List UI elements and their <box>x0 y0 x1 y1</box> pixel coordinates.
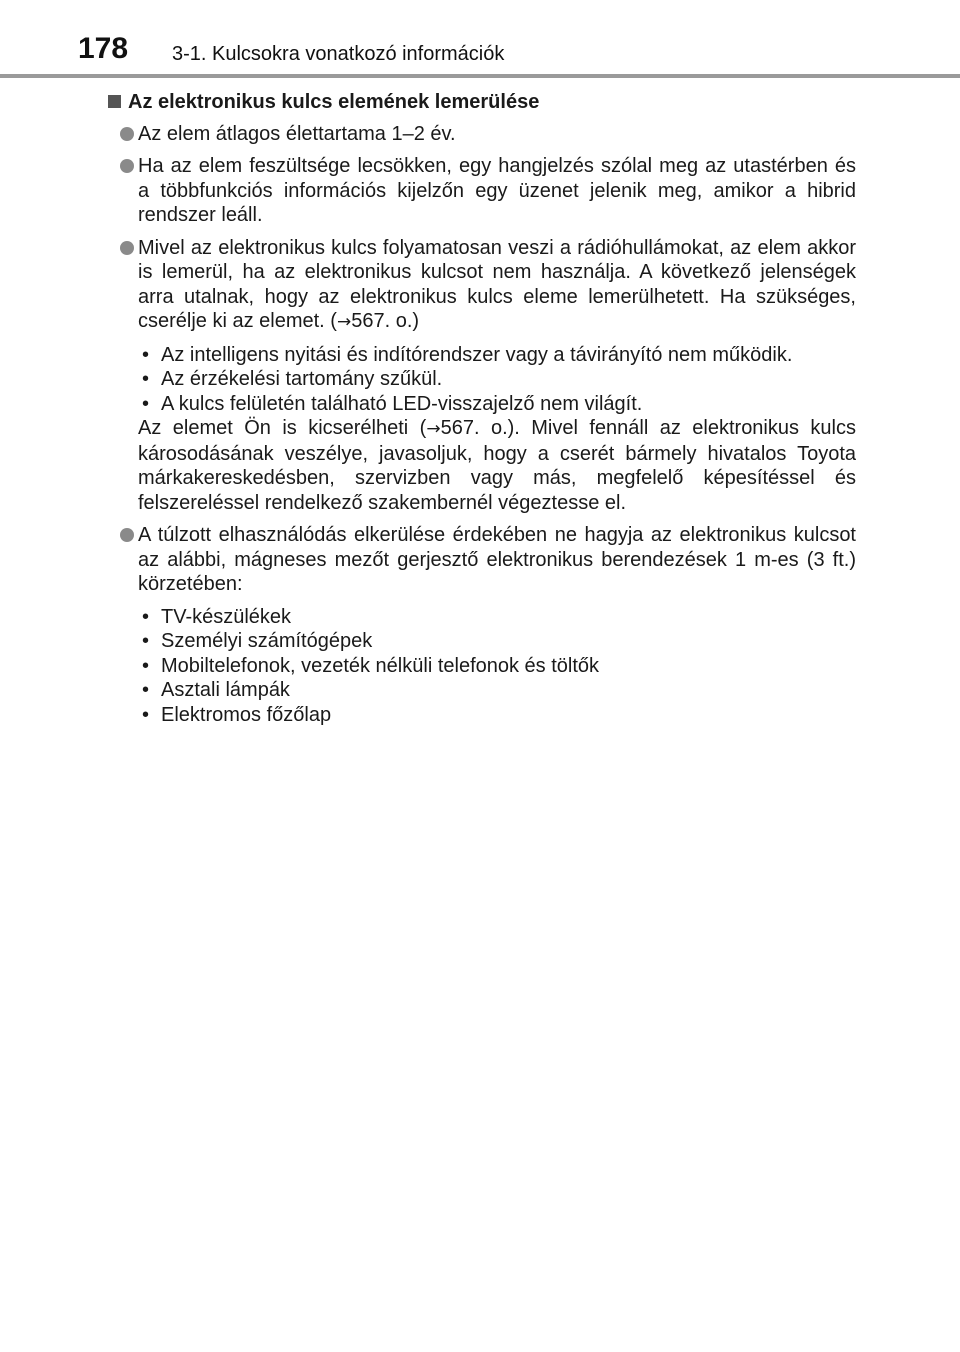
bullet-icon: • <box>142 703 150 726</box>
circle-bullet-icon <box>120 127 134 141</box>
bullet-icon: • <box>142 605 150 628</box>
symptom-list <box>108 343 856 417</box>
note-text: Az elemet Ön is kicserélheti ( <box>138 417 427 439</box>
bullet-icon: • <box>142 368 150 390</box>
list-item: • Az intelligens nyitási és indítórendszer vagy a távirányító nem működik. <box>142 343 793 366</box>
main-content <box>108 90 856 735</box>
replacement-note <box>108 416 856 515</box>
bullet-icon: • <box>142 630 150 652</box>
paragraph-text: Ha az elem feszültsége lecsökken, egy hangjelzés szólal meg az utastérben és a többfunkciós információs kijelzőn egy üzenet jelenik meg, amikor a hibrid rendszer leáll. <box>138 155 856 226</box>
note-text-continued: 567. o.). Mivel fennáll az elektronikus kulcs károsodásának veszélye, javasoljuk, hogy a cserét bármely hivatalos Toyota márkakereskedésben, szervizben vagy más, megfelelő képesítéssel és felszereléssel rendelkező szakembernél végeztesse el. <box>138 417 856 514</box>
list-item: • TV-készülékek <box>142 605 292 628</box>
paragraph-text: Mivel az elektronikus kulcs folyamatosan veszi a rádióhullámokat, az elem akkor is lemerül, ha az elektronikus kulcsot nem használja. A következő jelenségek arra utalnak, hogy az elektronikus kulcs eleme lemerülhetett. Ha szükséges, cserélje ki az elemet. ( <box>138 236 856 332</box>
list-item: • Elektromos főzőlap <box>142 703 332 726</box>
page-header <box>0 0 960 78</box>
list-item: • Asztali lámpák <box>142 679 290 701</box>
list-item: • A kulcs felületén található LED-visszajelző nem világít. <box>142 392 643 415</box>
section-title: 3-1. Kulcsokra vonatkozó információk <box>172 43 505 65</box>
circle-bullet-icon <box>120 528 134 542</box>
list-item: • Mobiltelefonok, vezeték nélküli telefonok és töltők <box>142 654 600 677</box>
paragraph-battery-life <box>108 122 856 147</box>
paragraph-battery-drain <box>108 236 856 335</box>
header-divider <box>0 74 960 78</box>
section-heading-text: Az elektronikus kulcs elemének lemerülése <box>128 91 540 113</box>
circle-bullet-icon <box>120 241 134 255</box>
page-reference-link[interactable]: 567. o.) <box>351 310 420 332</box>
arrow-icon: → <box>426 419 441 439</box>
section-heading <box>108 90 856 115</box>
bullet-icon: • <box>142 392 150 415</box>
bullet-icon: • <box>142 679 150 701</box>
list-item: • Személyi számítógépek <box>142 630 373 652</box>
bullet-icon: • <box>142 654 150 677</box>
list-item: • Az érzékelési tartomány szűkül. <box>142 368 443 390</box>
paragraph-text: A túlzott elhasználódás elkerülése érdekében ne hagyja az elektronikus kulcsot az alábbi, mágneses mezőt gerjesztő elektronikus berendezések 1 m-es (3 ft.) körzetében: <box>138 524 856 595</box>
bullet-icon: • <box>142 343 150 366</box>
square-bullet-icon <box>108 95 121 108</box>
paragraph-text: Az elem átlagos élettartama 1–2 év. <box>138 122 456 145</box>
page-number: 178 <box>78 32 129 65</box>
arrow-icon: → <box>336 312 352 332</box>
paragraph-magnetic-fields <box>108 523 856 597</box>
paragraph-low-voltage <box>108 154 856 228</box>
device-list <box>108 605 856 728</box>
circle-bullet-icon <box>120 159 134 173</box>
